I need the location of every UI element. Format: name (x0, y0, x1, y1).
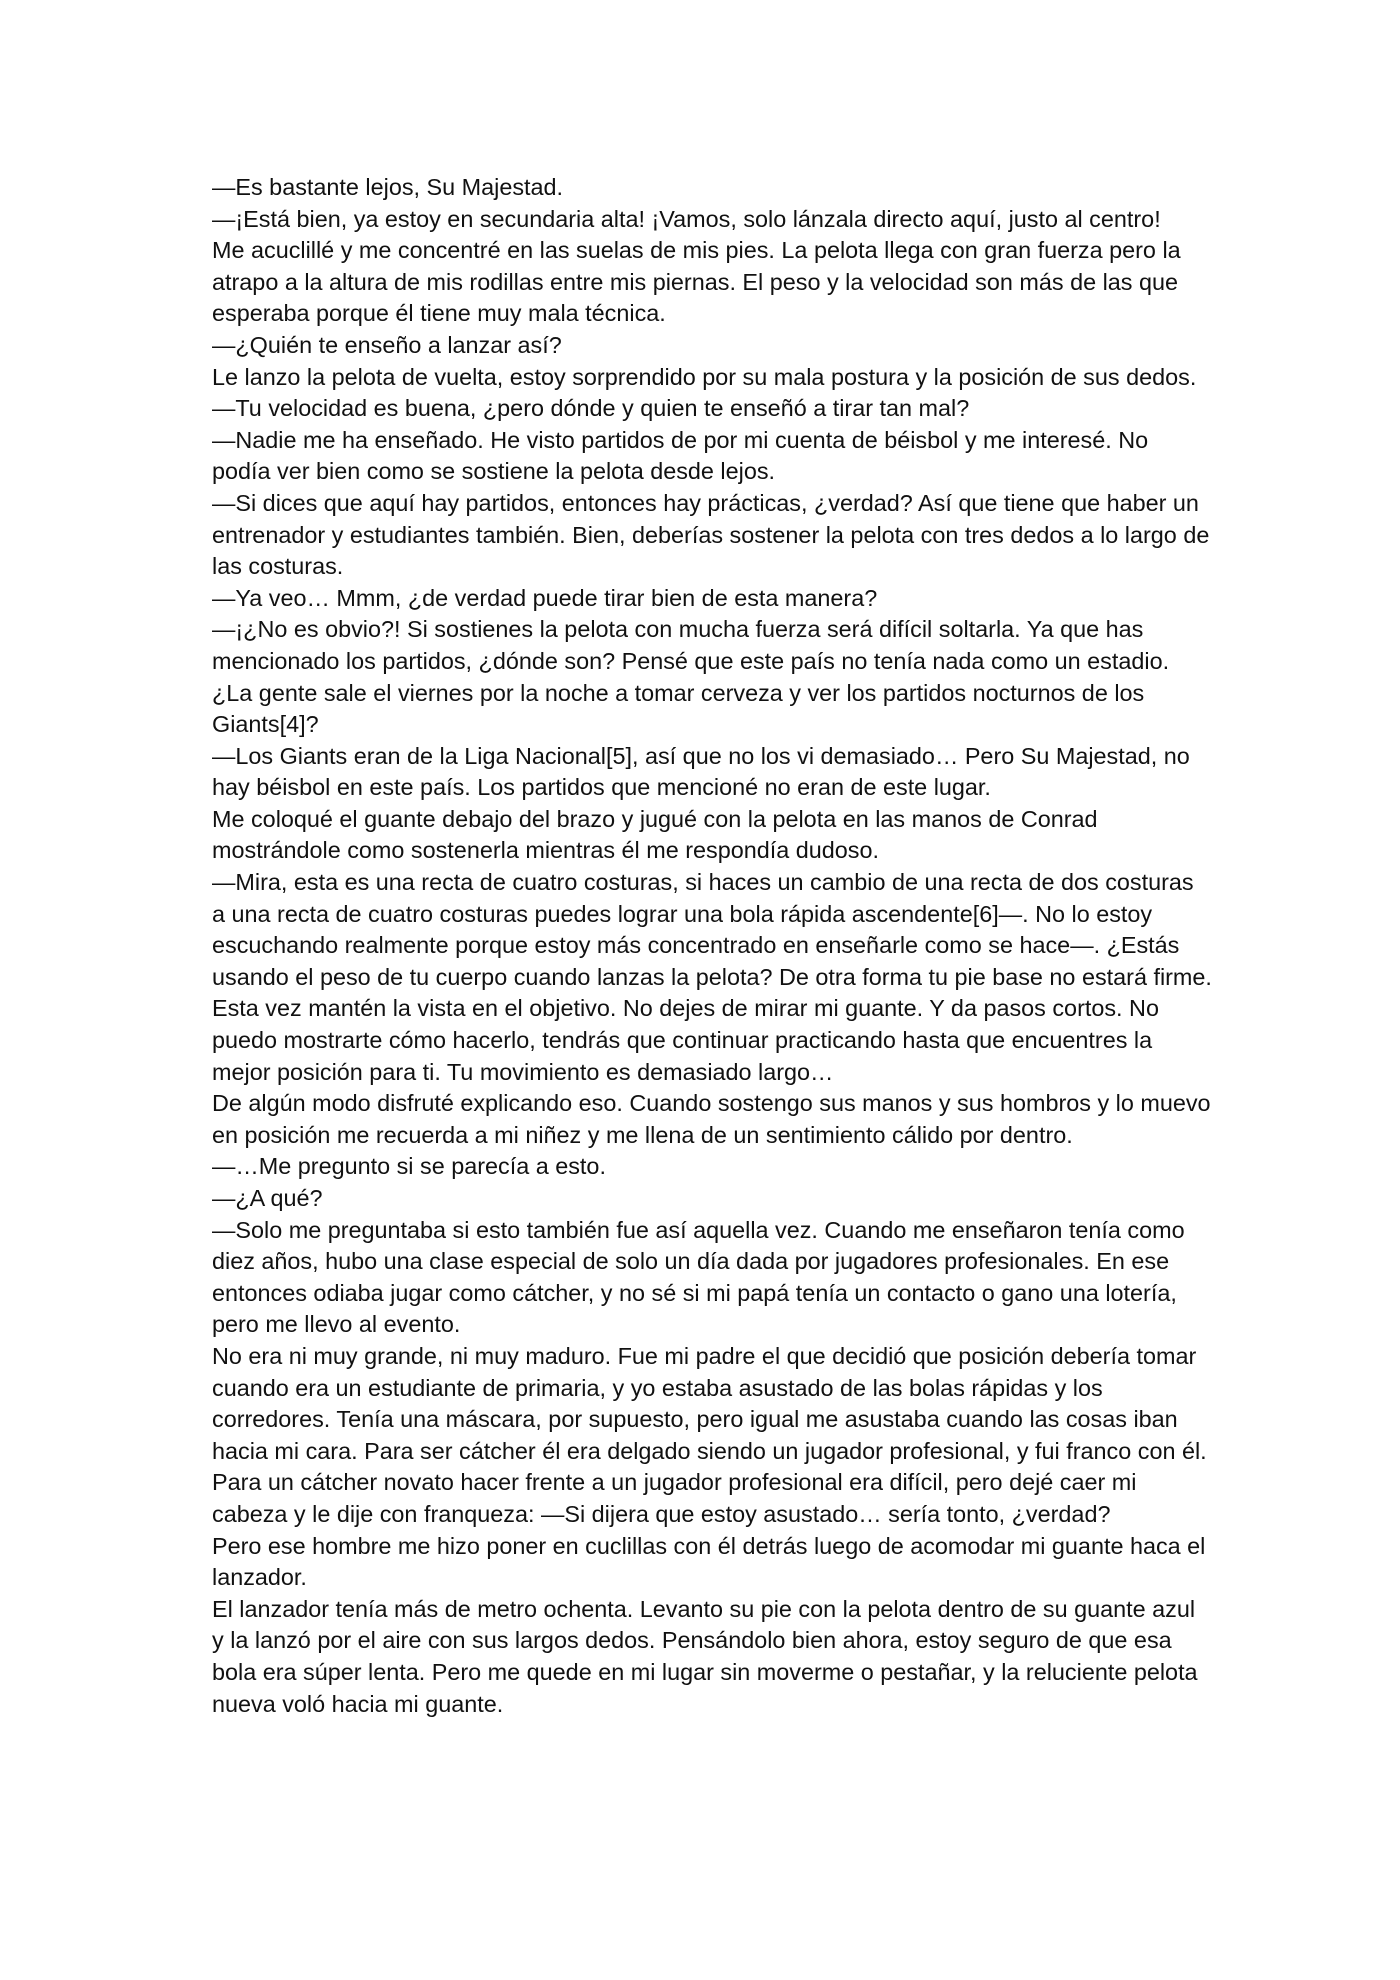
paragraph: —Solo me preguntaba si esto también fue así aquella vez. Cuando me enseñaron tenía como diez años, hubo una clase especial de solo un día dada por jugadores profesionales. En ese entonces odiaba jugar como cátcher, y no sé si mi papá tenía un contacto o gano una lotería, pero me llevo al evento. (212, 1216, 1185, 1338)
paragraph: De algún modo disfruté explicando eso. Cuando sostengo sus manos y sus hombros y lo muevo en posición me recuerda a mi niñez y me llena de un sentimiento cálido por dentro. (212, 1090, 1211, 1148)
paragraph: —¿Quién te enseño a lanzar así? (212, 331, 562, 358)
paragraph: —Ya veo… Mmm, ¿de verdad puede tirar bien de esta manera? (212, 584, 878, 611)
paragraph: —Los Giants eran de la Liga Nacional[5], así que no los vi demasiado… Pero Su Majestad, no hay béisbol en este país. Los partidos que mencioné no eran de este lugar. (212, 742, 1190, 801)
paragraph: Me coloqué el guante debajo del brazo y jugué con la pelota en las manos de Conrad mostrándole como sostenerla mientras él me respondía dudoso. (212, 805, 1098, 864)
body-text (212, 172, 1212, 1720)
paragraph: Le lanzo la pelota de vuelta, estoy sorprendido por su mala postura y la posición de sus dedos. (212, 363, 1197, 390)
paragraph: —¡Está bien, ya estoy en secundaria alta! ¡Vamos, solo lánzala directo aquí, justo al centro! (212, 205, 1161, 232)
paragraph: —¿A qué? (212, 1185, 323, 1211)
paragraph: —Nadie me ha enseñado. He visto partidos de por mi cuenta de béisbol y me interesé. No podía ver bien como se sostiene la pelota desde lejos. (212, 426, 1149, 485)
paragraph: —¡¿No es obvio?! Si sostienes la pelota con mucha fuerza será difícil soltarla. Ya que has mencionado los partidos, ¿dónde son? Pensé que este país no tenía nada como un estadio. ¿La gente sale el viernes por la noche a tomar cerveza y ver los partidos nocturnos de los Giants[4]? (212, 616, 1170, 738)
paragraph: Para un cátcher novato hacer frente a un jugador profesional era difícil, pero dejé caer mi cabeza y le dije con franqueza: —Si dijera que estoy asustado… sería tonto, ¿verdad? (212, 1469, 1137, 1527)
paragraph: —Tu velocidad es buena, ¿pero dónde y quien te enseñó a tirar tan mal? (212, 395, 970, 422)
paragraph: —Es bastante lejos, Su Majestad. (212, 174, 564, 200)
paragraph: No era ni muy grande, ni muy maduro. Fue mi padre el que decidió que posición debería tomar cuando era un estudiante de primaria, y yo estaba asustado de las bolas rápidas y los corredores. Tenía una máscara, por supuesto, pero igual me asustaba cuando las cosas iban hacia mi cara. Para ser cátcher él era delgado siendo un jugador profesional, y fui franco con él. (212, 1342, 1207, 1464)
paragraph: —Mira, esta es una recta de cuatro costuras, si haces un cambio de una recta de dos costuras a una recta de cuatro costuras puedes lograr una bola rápida ascendente[6]—. No lo estoy escuchando realmente porque estoy más concentrado en enseñarle como se hace—. ¿Estás usando el peso de tu cuerpo cuando lanzas la pelota? De otra forma tu pie base no estará firme. Esta vez mantén la vista en el objetivo. No dejes de mirar mi guante. Y da pasos cortos. No puedo mostrarte cómo hacerlo, tendrás que continuar practicando hasta que encuentres la mejor posición para ti. Tu movimiento es demasiado largo… (212, 869, 1212, 1085)
paragraph: —…Me pregunto si se parecía a esto. (212, 1153, 606, 1180)
paragraph: Pero ese hombre me hizo poner en cuclillas con él detrás luego de acomodar mi guante haca el lanzador. (212, 1532, 1206, 1591)
paragraph: Me acuclillé y me concentré en las suelas de mis pies. La pelota llega con gran fuerza pero la atrapo a la altura de mis rodillas entre mis piernas. El peso y la velocidad son más de las que esperaba porque él tiene muy mala técnica. (212, 237, 1181, 327)
paragraph: —Si dices que aquí hay partidos, entonces hay prácticas, ¿verdad? Así que tiene que haber un entrenador y estudiantes también. Bien, deberías sostener la pelota con tres dedos a lo largo de las costuras. (212, 489, 1210, 580)
paragraph: El lanzador tenía más de metro ochenta. Levanto su pie con la pelota dentro de su guante azul y la lanzó por el aire con sus largos dedos. Pensándolo bien ahora, estoy seguro de que esa bola era súper lenta. Pero me quede en mi lugar sin moverme o pestañar, y la reluciente pelota nueva voló hacia mi guante. (212, 1595, 1198, 1717)
